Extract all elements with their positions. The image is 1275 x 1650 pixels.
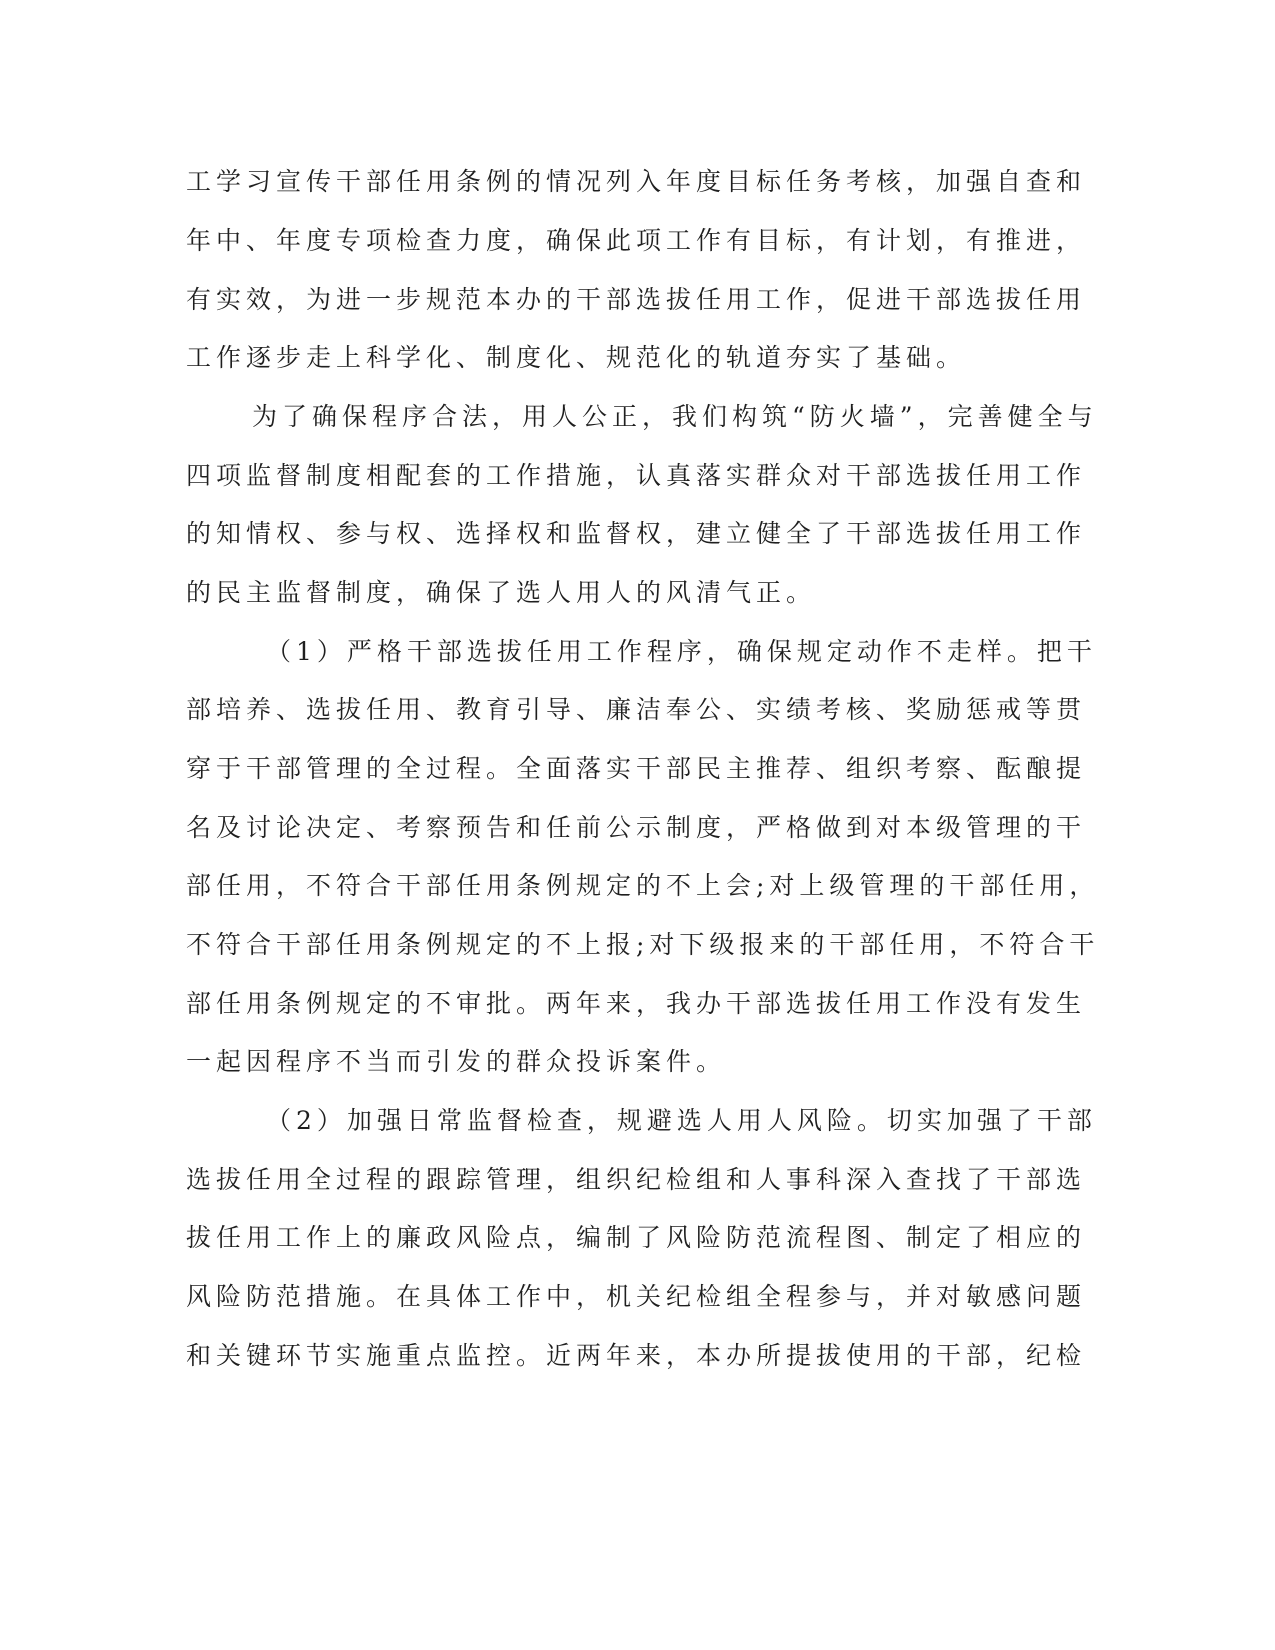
text-line: 四项监督制度相配套的工作措施，认真落实群众对干部选拔任用工作 — [186, 461, 1087, 490]
text-line: 穿于干部管理的全过程。全面落实干部民主推荐、组织考察、酝酿提 — [186, 754, 1087, 783]
text-line: 名及讨论决定、考察预告和任前公示制度，严格做到对本级管理的干 — [186, 813, 1087, 842]
text-line: 工作逐步走上科学化、制度化、规范化的轨道夯实了基础。 — [186, 343, 967, 372]
text-line: 工学习宣传干部任用条例的情况列入年度目标任务考核，加强自查和 — [186, 167, 1087, 196]
text-line: 部培养、选拔任用、教育引导、廉洁奉公、实绩考核、奖励惩戒等贯 — [186, 695, 1087, 724]
text-line: 拔任用工作上的廉政风险点，编制了风险防范流程图、制定了相应的 — [186, 1223, 1087, 1252]
text-line: 一起因程序不当而引发的群众投诉案件。 — [186, 1047, 727, 1076]
text-line: （1）严格干部选拔任用工作程序，确保规定动作不走样。把干 — [266, 637, 1097, 666]
text-line: 的民主监督制度，确保了选人用人的风清气正。 — [186, 578, 817, 607]
text-line: 部任用，不符合干部任用条例规定的不上会;对上级管理的干部任用， — [186, 871, 1100, 900]
text-line: 选拔任用全过程的跟踪管理，组织纪检组和人事科深入查找了干部选 — [186, 1165, 1087, 1194]
text-line: 风险防范措施。在具体工作中，机关纪检组全程参与，并对敏感问题 — [186, 1282, 1087, 1311]
text-line: 不符合干部任用条例规定的不上报;对下级报来的干部任用，不符合干 — [186, 930, 1100, 959]
text-line: （2）加强日常监督检查，规避选人用人风险。切实加强了干部 — [266, 1106, 1097, 1135]
text-line: 和关键环节实施重点监控。近两年来，本办所提拔使用的干部，纪检 — [186, 1341, 1087, 1370]
text-line: 为了确保程序合法，用人公正，我们构筑“防火墙”，完善健全与 — [252, 402, 1098, 431]
text-line: 年中、年度专项检查力度，确保此项工作有目标，有计划，有推进， — [186, 226, 1087, 255]
text-line: 有实效，为进一步规范本办的干部选拔任用工作，促进干部选拔任用 — [186, 285, 1087, 314]
text-line: 的知情权、参与权、选择权和监督权，建立健全了干部选拔任用工作 — [186, 519, 1087, 548]
text-line: 部任用条例规定的不审批。两年来，我办干部选拔任用工作没有发生 — [186, 989, 1087, 1018]
